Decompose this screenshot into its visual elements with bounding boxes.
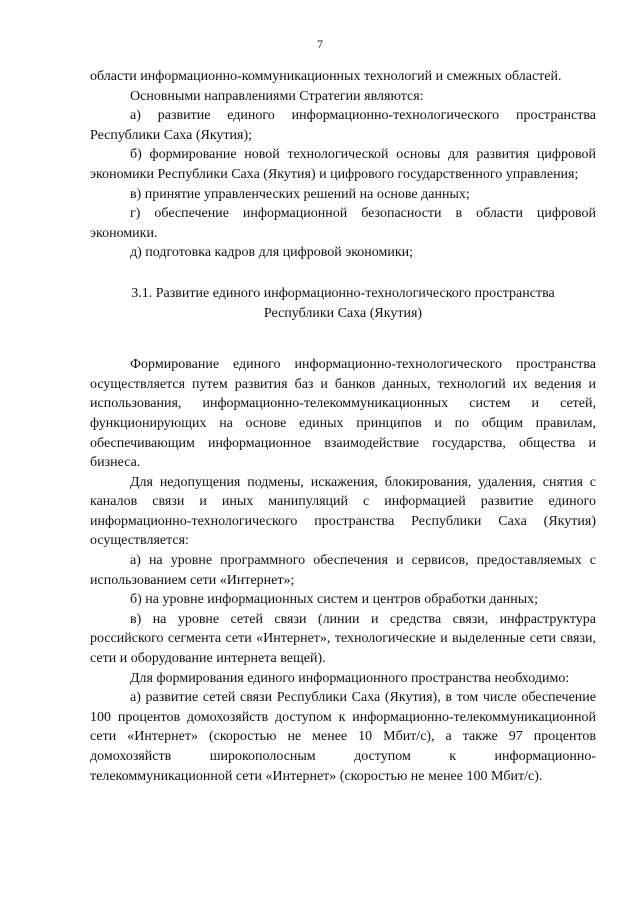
section-paragraph: Формирование единого информационно-технологического пространства осуществляется путем развития баз и банков данных, технологий их ведения и использования, информационно-телекоммуникационных систем и сетей, функционирующих на основе единых принципов и по общим правилам, обеспечивающим информационное взаимодействие государства, общества и бизнеса. — [90, 357, 596, 471]
section-heading-line: Республики Саха (Якутия) — [263, 305, 423, 321]
document-body — [90, 67, 596, 786]
page-number: 7 — [317, 37, 323, 51]
level-item: в) на уровне сетей связи (линии и средства связи, инфраструктура российского сегмента сети «Интернет», технологические и выделенные сети связи, сети и оборудование интернета вещей). — [90, 611, 596, 667]
directions-lead: Основными направлениями Стратегии являются: — [130, 88, 424, 104]
direction-item: г) обеспечение информационной безопасности в области цифровой экономики. — [90, 206, 596, 241]
section-heading — [90, 284, 596, 323]
section-paragraph: Для формирования единого информационного пространства необходимо: — [130, 670, 570, 686]
level-item: б) на уровне информационных систем и центров обработки данных; — [130, 592, 539, 608]
direction-item: в) принятие управленческих решений на основе данных; — [130, 186, 470, 202]
direction-item: д) подготовка кадров для цифровой экономики; — [130, 245, 414, 261]
section-paragraph: Для недопущения подмены, искажения, блокирования, удаления, снятия с каналов связи и иных манипуляций с информацией развитие единого информационно-технологического пространства Республики Саха (Якутия) осуществляется: — [90, 474, 596, 549]
direction-item: б) формирование новой технологической основы для развития цифровой экономики Республики Саха (Якутия) и цифрового государственного управления; — [90, 147, 596, 182]
direction-item: а) развитие единого информационно-технологического пространства Республики Саха (Якутия); — [90, 108, 596, 143]
section-paragraph: а) развитие сетей связи Республики Саха (Якутия), в том числе обеспечение 100 процентов домохозяйств доступом к информационно-телекоммуникационной сети «Интернет» (скоростью не менее 10 Мбит/с), а также 97 процентов домохозяйств широкополосным доступом к информационно-телекоммуникационной сети «Интернет» (скоростью не менее 100 Мбит/с). — [90, 690, 596, 784]
level-item: а) на уровне программного обеспечения и сервисов, предоставляемых с использованием сети «Интернет»; — [90, 553, 596, 588]
section-heading-line: 3.1. Развитие единого информационно-технологического пространства — [131, 285, 555, 301]
intro-continuation: области информационно-коммуникационных технологий и смежных областей. — [90, 69, 562, 84]
